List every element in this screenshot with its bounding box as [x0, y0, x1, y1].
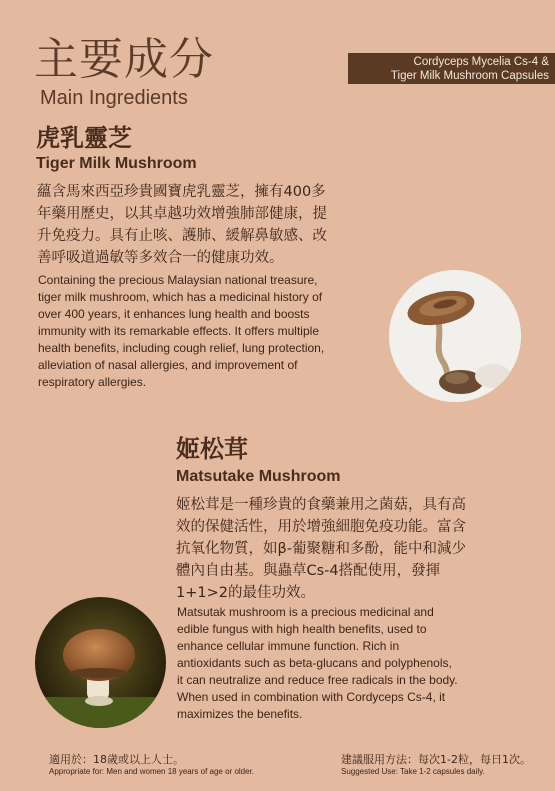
matsutake-en-line: enhance cellular immune function. Rich in: [177, 639, 400, 653]
matsutake-title-en: Matsutake Mushroom: [176, 468, 341, 485]
tiger-milk-cn-line: 年藥用歷史，以其卓越功效增強肺部健康，提: [37, 206, 327, 222]
matsutake-cn-line: 姬松茸是一種珍貴的食藥兼用之菌菇，具有高: [176, 497, 466, 513]
page-title-cn: 主要成分: [34, 34, 214, 85]
matsutake-cn-line: 體內自由基。與蟲草Cs-4搭配使用，發揮: [176, 563, 441, 579]
matsutake-desc-en: [177, 604, 500, 723]
page-title-en: Main Ingredients: [40, 87, 188, 109]
matsutake-desc-cn: [176, 494, 506, 604]
badge-line-2: Tiger Milk Mushroom Capsules: [390, 70, 549, 82]
tiger-milk-cn-line: 升免疫力。具有止咳、護肺、緩解鼻敏感、改: [37, 228, 327, 244]
tiger-milk-en-line: over 400 years, it enhances lung health and boosts: [38, 307, 310, 321]
tiger-milk-en-line: tiger milk mushroom, which has a medicinal history of: [38, 290, 323, 304]
matsutake-en-line: maximizes the benefits.: [177, 707, 303, 721]
suggested-use-cn: 建議服用方法：每次1-2粒，每日1次。: [341, 753, 531, 766]
matsutake-cn-line: 1+1>2的最佳功效。: [176, 585, 315, 601]
tiger-milk-en-line: health benefits, including cough relief, lung protection,: [38, 341, 325, 355]
suggested-use-en: Suggested Use: Take 1-2 capsules daily.: [341, 767, 485, 776]
matsutake-cn-line: 效的保健活性，用於增強細胞免疫功能。富含: [176, 519, 466, 535]
tiger-milk-en-line: Containing the precious Malaysian national treasure,: [38, 273, 318, 287]
tiger-milk-mushroom-illustration: [389, 270, 521, 402]
suitable-for-cn: 適用於：18歲或以上人士。: [49, 753, 184, 766]
matsutake-mushroom-photo: [35, 597, 166, 728]
tiger-milk-title-en: Tiger Milk Mushroom: [36, 155, 197, 172]
suitable-for-en: Appropriate for: Men and women 18 years of age or older.: [49, 767, 255, 776]
tiger-milk-en-line: alleviation of nasal allergies, and improvement of: [38, 358, 298, 372]
product-name-badge: [348, 53, 555, 84]
matsutake-en-line: Matsutak mushroom is a precious medicinal and: [177, 605, 434, 619]
matsutake-en-line: antioxidants such as beta-glucans and polyphenols,: [177, 656, 452, 670]
matsutake-en-line: edible fungus with high health benefits, used to: [177, 622, 427, 636]
badge-line-1: Cordyceps Mycelia Cs-4 &: [413, 56, 549, 68]
matsutake-cn-line: 抗氧化物質，如β-葡聚糖和多酚，能中和減少: [176, 541, 466, 557]
matsutake-en-line: it can neutralize and reduce free radicals in the body.: [177, 673, 458, 687]
tiger-milk-mushroom-photo: [389, 270, 521, 402]
tiger-milk-title-cn: 虎乳靈芝: [36, 124, 132, 152]
matsutake-mushroom-illustration: [35, 597, 166, 728]
tiger-milk-cn-line: 善呼吸道過敏等多效合一的健康功效。: [37, 250, 284, 266]
tiger-milk-desc-en: [38, 272, 372, 391]
tiger-milk-cn-line: 蘊含馬來西亞珍貴國寶虎乳靈芝，擁有400多: [37, 184, 326, 200]
matsutake-title-cn: 姬松茸: [176, 435, 248, 463]
tiger-milk-desc-cn: [37, 181, 377, 269]
tiger-milk-en-line: respiratory allergies.: [38, 375, 147, 389]
matsutake-en-line: When used in combination with Cordyceps Cs-4, it: [177, 690, 446, 704]
tiger-milk-en-line: immunity with its remarkable effects. It offers multiple: [38, 324, 319, 338]
